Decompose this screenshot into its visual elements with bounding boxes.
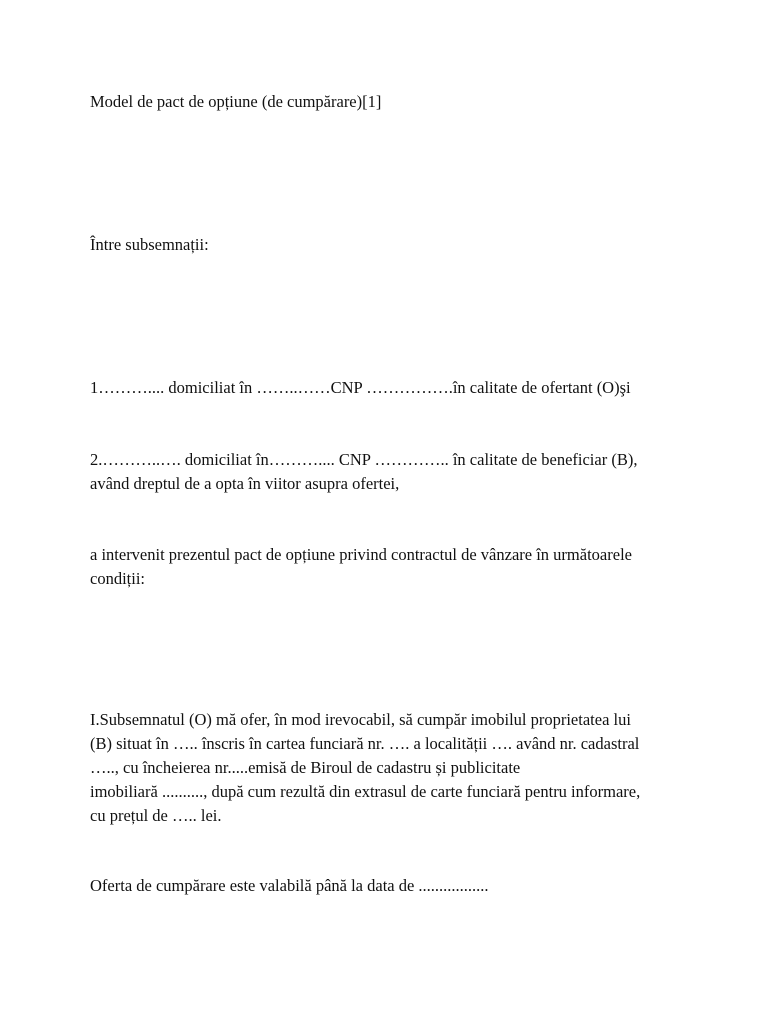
clause-1-line-5: cu prețul de ….. lei. (90, 806, 222, 825)
party-2-line-2: având dreptul de a opta în viitor asupra ofertei, (90, 474, 400, 493)
clause-1-line-3: ….., cu încheierea nr.....emisă de Biroul de cadastru și publicitate (90, 758, 521, 777)
party-1-line: 1……….... domiciliat în ……..……CNP …………….în calitate de ofertant (O)şi (90, 378, 631, 397)
preamble-line-1: a intervenit prezentul pact de opțiune privind contractul de vânzare în următoarele (90, 545, 632, 564)
document-title: Model de pact de opțiune (de cumpărare)[1] (90, 92, 382, 111)
preamble-line-2: condiții: (90, 569, 145, 588)
validity-line: Oferta de cumpărare este valabilă până la data de ................. (90, 876, 489, 895)
intro-line: Între subsemnații: (90, 235, 209, 254)
party-2-line-1: 2.………..…. domiciliat în……….... CNP ………….. în calitate de beneficiar (B), (90, 450, 638, 469)
clause-1-line-1: I.Subsemnatul (O) mă ofer, în mod irevocabil, să cumpăr imobilul proprietatea lui (90, 710, 631, 729)
clause-1-line-2: (B) situat în ….. înscris în cartea funciară nr. …. a localității …. având nr. cadastral (90, 734, 640, 753)
clause-1-line-4: imobiliară .........., după cum rezultă din extrasul de carte funciară pentru informare, (90, 782, 641, 801)
